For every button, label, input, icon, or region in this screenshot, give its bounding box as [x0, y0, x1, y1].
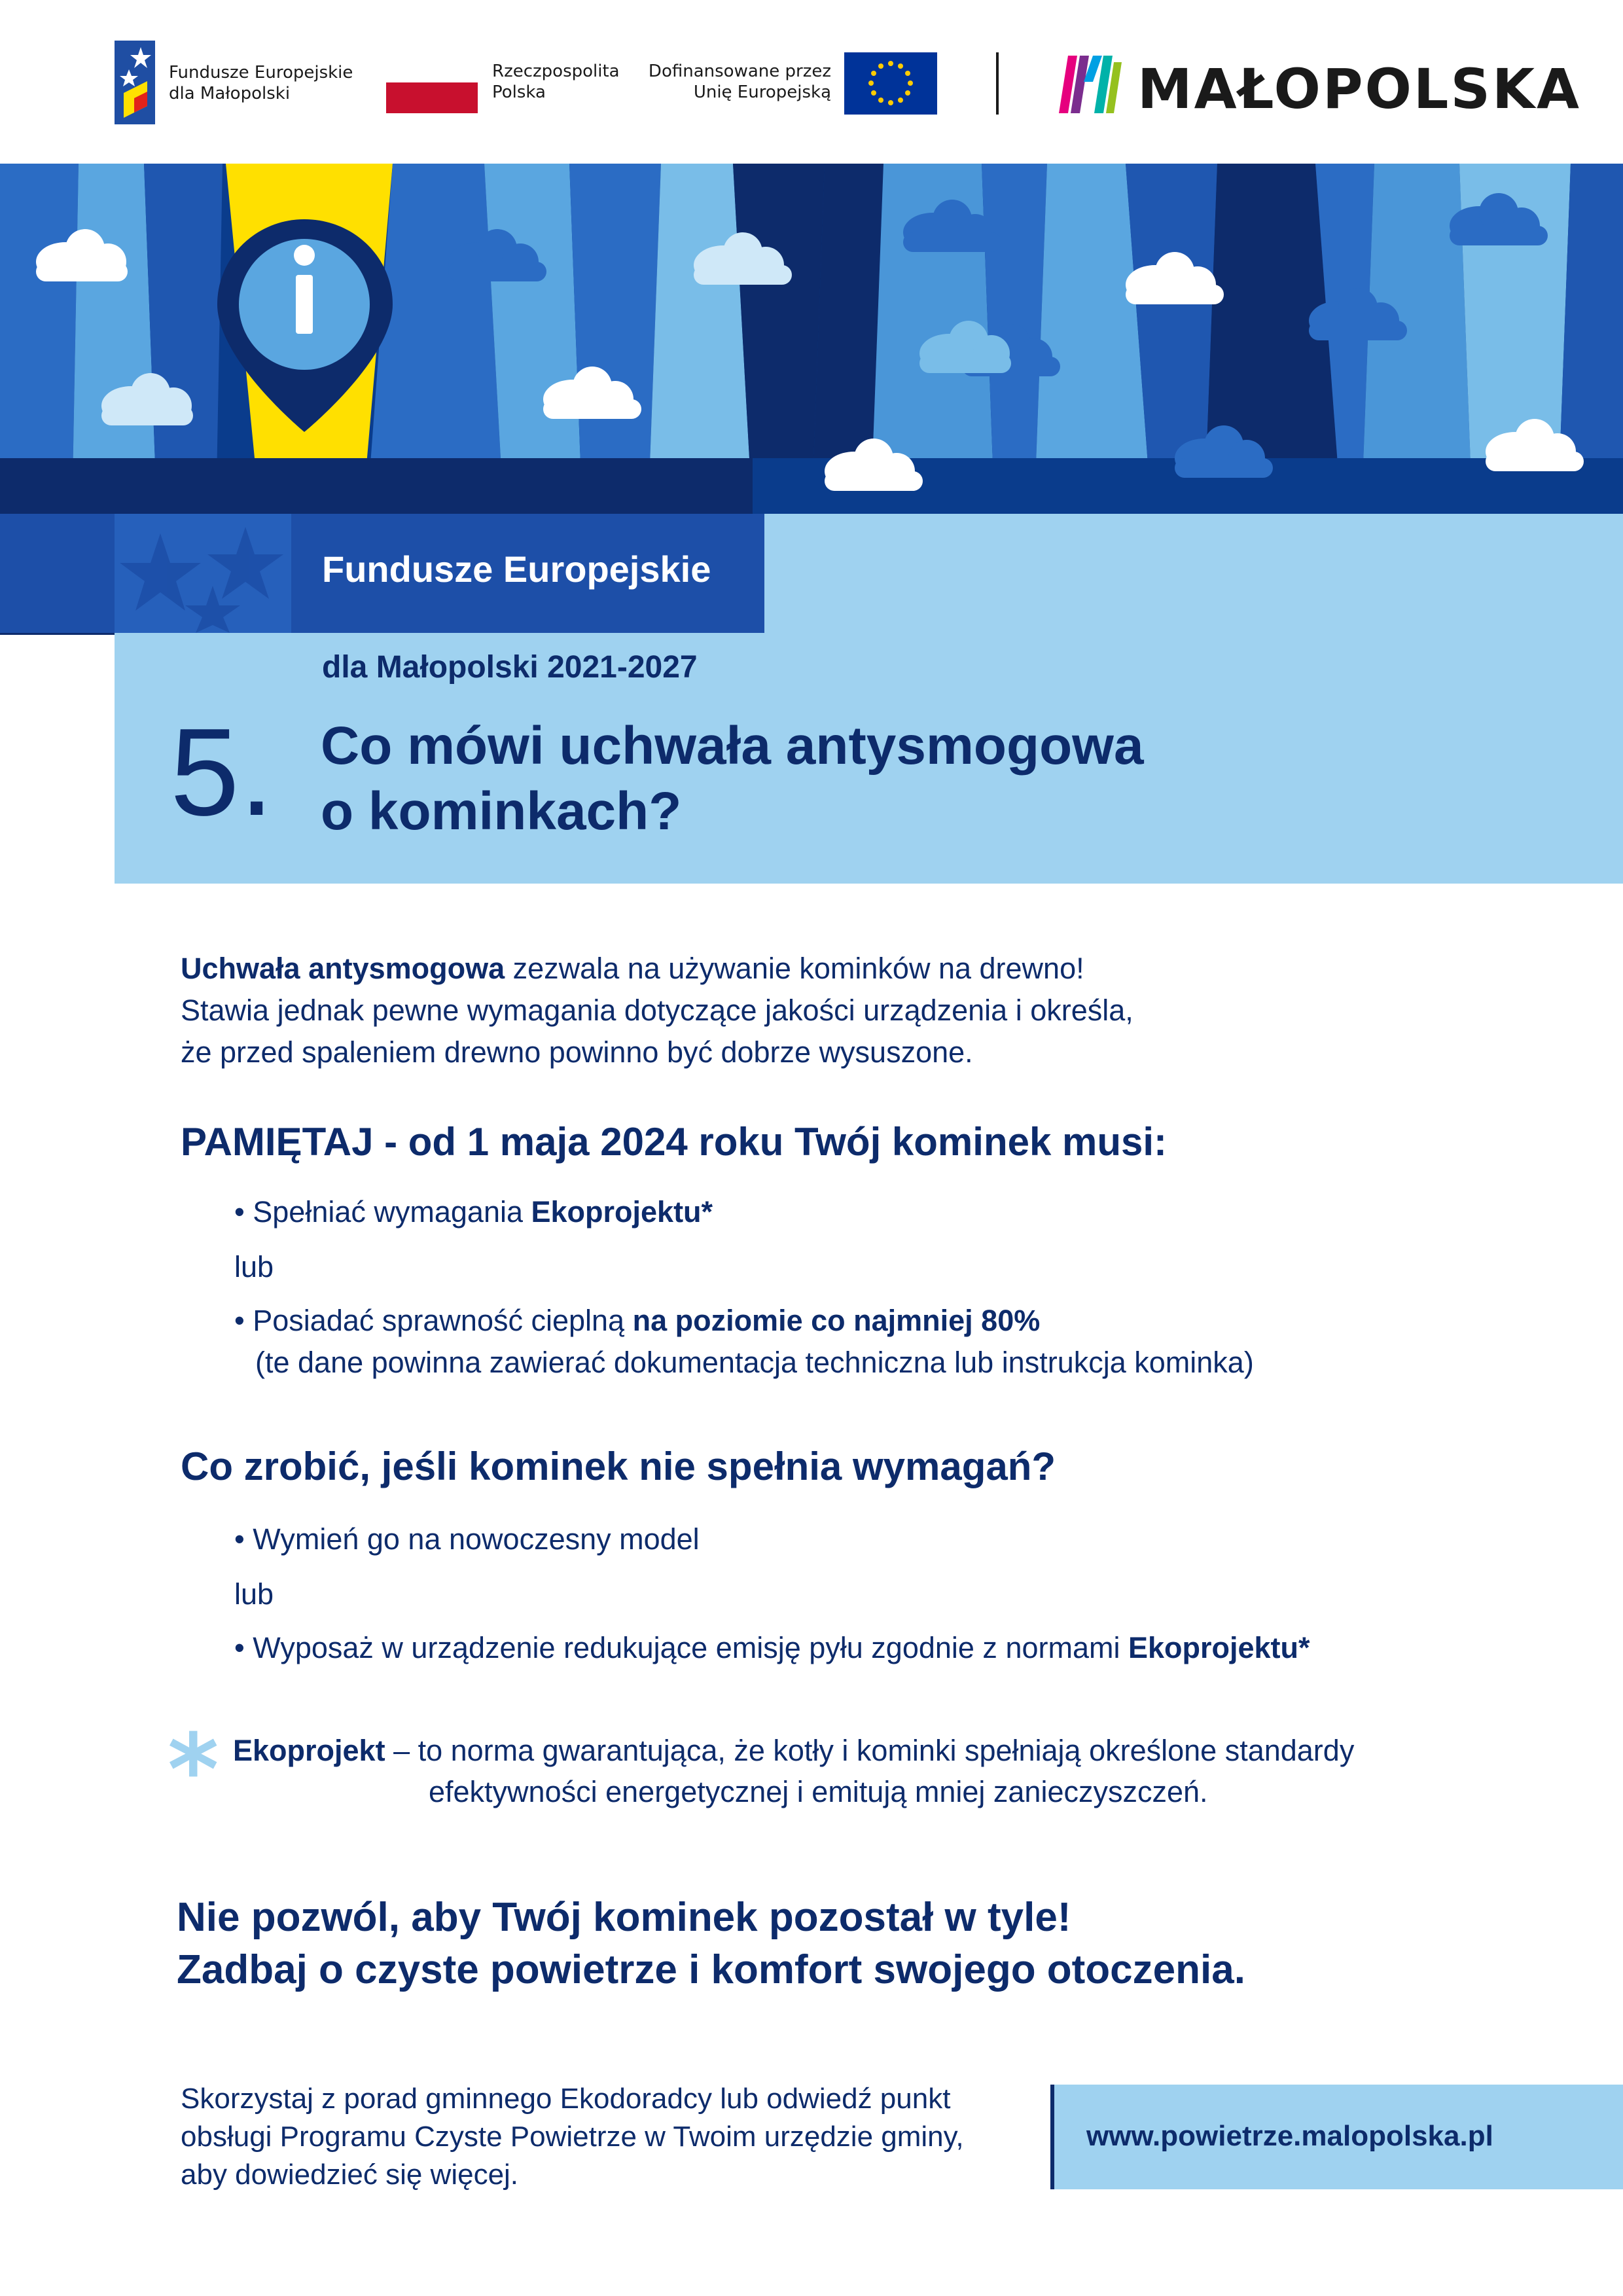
action-item-1: • Wymień go na nowoczesny model	[234, 1522, 700, 1556]
page-title	[321, 713, 1564, 844]
pl-logo-text	[492, 61, 620, 103]
footer-line3: aby dowiedzieć się więcej.	[181, 2159, 519, 2191]
or-label-2: lub	[234, 1577, 274, 1611]
action-item-2	[234, 1628, 1310, 1668]
title-line2: o kominkach?	[321, 781, 682, 841]
program-label: Fundusze Europejskie	[322, 548, 711, 590]
intro-paragraph	[181, 948, 1457, 1073]
eu-stars-icon	[844, 52, 937, 115]
requirement-item-2	[234, 1301, 1040, 1340]
requirement-item-2-text: • Posiadać sprawność cieplną	[234, 1304, 633, 1337]
program-sublabel: dla Małopolski 2021-2027	[322, 650, 698, 685]
fe-logo-line1: Fundusze Europejskie	[169, 63, 353, 82]
action-item-2-text: • Wyposaż w urządzenie redukujące emisję pyłu zgodnie z normami	[234, 1631, 1128, 1664]
footnote-line2: efektywności energetycznej i emitują mniej zanieczyszczeń.	[429, 1775, 1208, 1808]
asterisk-icon: *	[168, 1713, 219, 1827]
fe-logo-text	[169, 62, 353, 104]
or-label-1: lub	[234, 1250, 274, 1283]
stars-decoration-icon	[115, 514, 291, 633]
footnote-term: Ekoprojekt	[233, 1734, 385, 1767]
requirement-item-1	[234, 1193, 713, 1232]
cta-line1: Nie pozwól, aby Twój kominek pozostał w tyle!	[177, 1895, 1071, 1940]
what-to-do-heading: Co zrobić, jeśli kominek nie spełnia wymagań?	[181, 1444, 1056, 1488]
fe-logo	[115, 41, 155, 124]
remember-heading: PAMIĘTAJ - od 1 maja 2024 roku Twój kominek musi:	[181, 1120, 1168, 1164]
logo-divider	[996, 52, 999, 115]
action-item-2-bold: Ekoprojektu*	[1128, 1631, 1310, 1664]
intro-line3: że przed spaleniem drewno powinno być dobrze wysuszone.	[181, 1035, 973, 1069]
fe-logo-line2: dla Małopolski	[169, 84, 291, 103]
section-number-value: 5	[170, 703, 240, 842]
section-number-dot: .	[239, 703, 274, 842]
requirement-item-1-bold: Ekoprojektu*	[531, 1195, 713, 1229]
footer-text	[181, 2080, 1058, 2194]
eu-logo-text	[648, 61, 831, 103]
requirement-item-1-text: • Spełniać wymagania	[234, 1195, 531, 1229]
poland-flag	[386, 51, 478, 113]
website-link[interactable]: www.powietrze.malopolska.pl	[1086, 2120, 1493, 2152]
requirement-item-2-note: (te dane powinna zawierać dokumentacja techniczna lub instrukcja kominka)	[255, 1346, 1254, 1379]
pl-logo-line1: Rzeczpospolita	[492, 62, 620, 81]
malopolska-wordmark: MAŁOPOLSKA	[1137, 57, 1582, 121]
eu-logo-line2: Unię Europejską	[693, 82, 831, 102]
eu-logo-line1: Dofinansowane przez	[648, 62, 831, 81]
call-to-action	[177, 1892, 1551, 1996]
intro-bold: Uchwała antysmogowa	[181, 952, 505, 985]
footnote-line1	[233, 1731, 1354, 1770]
eu-flag	[844, 52, 937, 115]
footer-line2: obsługi Programu Czyste Powietrze w Twoim urzędzie gminy,	[181, 2121, 964, 2153]
pl-logo-line2: Polska	[492, 82, 546, 102]
section-number	[170, 700, 274, 844]
requirement-item-2-bold: na poziomie co najmniej 80%	[632, 1304, 1041, 1337]
footer-line1: Skorzystaj z porad gminnego Ekodoradcy lub odwiedź punkt	[181, 2083, 951, 2115]
cta-line2: Zadbaj o czyste powietrze i komfort swojego otoczenia.	[177, 1947, 1245, 1992]
malopolska-mark-icon	[1059, 56, 1124, 113]
footnote-definition: – to norma gwarantująca, że kotły i kominki spełniają określone standardy	[385, 1734, 1355, 1767]
intro-rest: zezwala na używanie kominków na drewno!	[505, 952, 1084, 985]
intro-line2: Stawia jednak pewne wymagania dotyczące jakości urządzenia i określa,	[181, 994, 1133, 1027]
fe-stars-icon	[115, 41, 155, 124]
title-line1: Co mówi uchwała antysmogowa	[321, 716, 1144, 776]
